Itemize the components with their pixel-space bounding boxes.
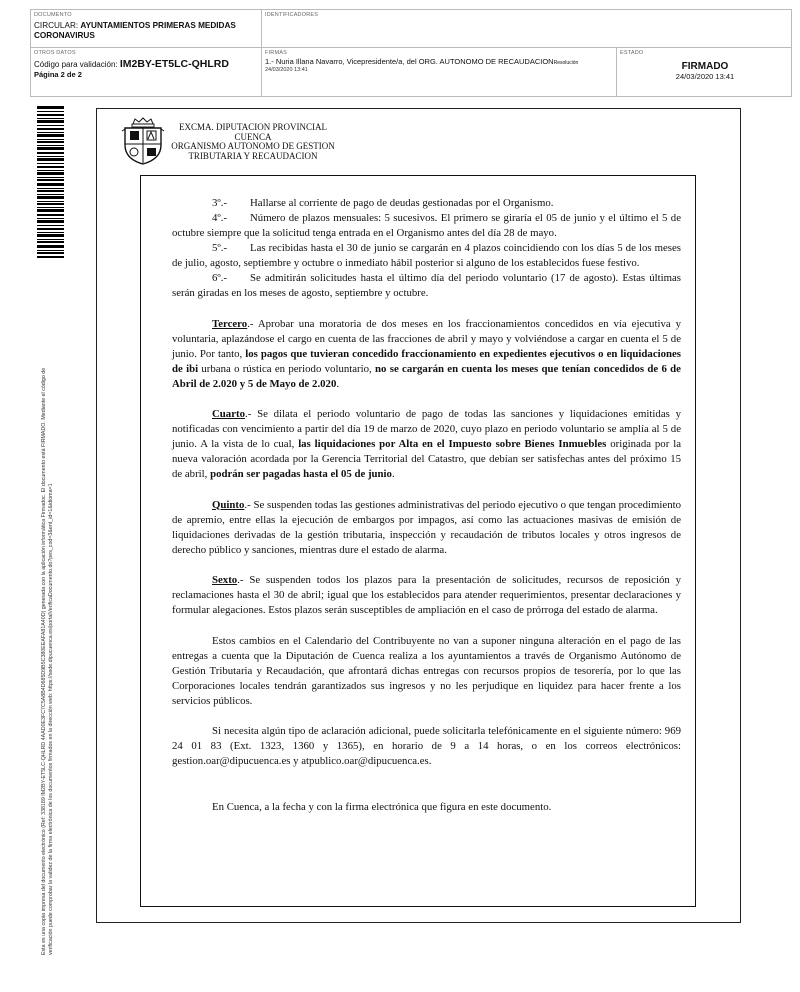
status-date: 24/03/2020 13:41 (675, 72, 735, 81)
item-number: 3º.- (212, 197, 228, 209)
validation-label: Código para validación: (34, 60, 118, 69)
bold-text: las liquidaciones por Alta en el Impuesto sobre Bienes Inmuebles (298, 438, 607, 450)
document-title-prefix: CIRCULAR: (34, 21, 81, 30)
paragraph-text: .- Se dilata el periodo voluntario de pago de todas las sanciones y liquidaciones emitidas y notificadas con vencimiento a partir del día 19 de marzo de 2020, cuyo plazo en periodo voluntario se amplía al 5 de junio. A la vista de lo cual, (172, 408, 681, 450)
section-heading: Tercero (212, 317, 248, 330)
paragraph-text: .- Se suspenden todos los plazos para la presentación de solicitudes, recursos de reposición y reclamaciones hasta el 30 de abril; igual que los establecidos para atender requerimientos, presentar declaraciones y formular alegaciones. Estos plazos serán susceptibles de ampliación en el caso de prórroga del estado de alarma. (172, 574, 681, 616)
verification-side-text (41, 255, 55, 955)
item-text: Número de plazos mensuales: 5 sucesivos. El primero se giraría el 05 de junio y el último el 5 de octubre siempre que la solicitud tenga entrada en el Organismo antes del día 28 de mayo. (172, 212, 681, 239)
letterhead (163, 123, 343, 161)
otros-datos-label: OTROS DATOS (34, 50, 76, 56)
side-text-line-2: verificación puede comprobar la validez de la firma electrónica de los documentos firmados en la dirección web: https://sede.dipucuenca.es/portalVerificaDocumento.do?pes_cod=3&ent_id=1&idioma=1 (48, 483, 54, 955)
signature-entry (265, 58, 613, 67)
item-text: Hallarse al corriente de pago de deudas gestionadas por el Organismo. (250, 197, 554, 209)
paragraph-text: .- Se suspenden todas las gestiones administrativas del periodo ejecutivo o que tengan procedimiento de apremio, entre ellas la ejecución de embargos por impagos, así como las actuaciones masivas de emisión de liquidaciones derivadas de la gestión tributaria, inspección y recaudación de tributos locales y otros ingresos de derecho público y sanciones, mientras dure el estado de alarma. (172, 498, 681, 556)
estado-cell (620, 50, 790, 81)
signature-date: 24/03/2020 13:41 (265, 67, 308, 73)
barcode-icon (37, 106, 64, 258)
paragraph-text: . (336, 377, 340, 390)
closing-line: En Cuenca, a la fecha y con la firma electrónica que figura en este documento. (212, 801, 552, 813)
item-text: Se admitirán solicitudes hasta el último día del periodo voluntario (17 de agosto). Estas últimas serán giradas en los meses de agosto, septiembre y octubre. (172, 272, 681, 299)
coat-of-arms-icon (121, 117, 165, 165)
section-heading: Cuarto (212, 408, 245, 420)
paragraph-text: .- Aprobar una moratoria de dos meses en los fraccionamientos concedidos en vía ejecutiva y voluntaria, aplazándose el cargo en cuenta de las fracciones de abril y mayo y volviéndose a cargar en cuenta el 5 de junio. Por tanto, (172, 317, 681, 360)
letterhead-line-3: ORGANISMO AUTONOMO DE GESTION (171, 141, 335, 151)
paragraph-text: . (391, 468, 395, 480)
paragraph-cuarto (172, 407, 681, 482)
documento-cell (34, 12, 259, 40)
estado-label: ESTADO (620, 50, 644, 56)
validation-code-line (34, 59, 259, 70)
validation-code: IM2BY-ET5LC-QHLRD (119, 58, 229, 70)
firmas-cell (265, 50, 613, 73)
document-title (34, 21, 259, 40)
bold-text: podrán ser pagadas hasta el 05 de junio (210, 468, 392, 480)
paragraph-quinto (172, 498, 681, 558)
side-text-line-1: Esta es una copia impresa del documento electrónico (Ref: 338189 IM2BY-ET5LC-QHLRD 4AAD0E3FC7C5A8B4D685D9B5C380EEAFA81A40D) generada con la aplicación informática Firmadoc. El documento está FIRMADO. Mediante el código de (41, 367, 47, 955)
paragraph-tercero (172, 317, 681, 392)
item-number: 6º.- (212, 272, 228, 284)
letterhead-line-4: TRIBUTARIA Y RECAUDACION (188, 150, 318, 161)
document-title-main: AYUNTAMIENTOS PRIMERAS MEDIDAS CORONAVIRUS (34, 21, 236, 40)
signature-name: 1.- Nuria Illana Navarro, Vicepresidente/a, del ORG. AUTONOMO DE RECAUDACION (265, 57, 554, 66)
paragraph-text: urbana o rústica en periodo voluntario, (198, 362, 376, 375)
firmas-label: FIRMAS (265, 50, 287, 56)
letterhead-line-1: EXCMA. DIPUTACION PROVINCIAL (178, 122, 328, 132)
otros-datos-cell (34, 50, 259, 79)
letterhead-line-2: CUENCA (234, 131, 272, 142)
document-body (172, 196, 681, 815)
item-number: 5º.- (212, 242, 228, 254)
identificadores-cell (265, 12, 318, 18)
section-heading: Sexto (212, 574, 238, 586)
paragraph-6 (172, 271, 681, 301)
item-number: 4º.- (212, 212, 228, 224)
identificadores-label: IDENTIFICADORES (265, 12, 319, 18)
paragraph-cambios: Estos cambios en el Calendario del Contribuyente no van a suponer ninguna alteración en el pago de las entregas a cuenta que la Diputación de Cuenca realiza a los ayuntamientos a través de Organismo Autónomo de Gestión Tributaria y Recaudación, que afrontará dichas entregas con recursos propios de tesorería, por lo que las Corporaciones locales tendrán garantizados sus ingresos y no les perjudique en liquidez para hacer frente a los servicios públicos. (172, 634, 681, 707)
document-header (30, 9, 792, 97)
paragraph-4 (172, 211, 681, 241)
bold-text: no se cargarán en cuenta los meses que tenían concedidos de 6 de Abril de 2.020 y 5 de Mayo de 2.020 (172, 362, 681, 390)
paragraph-aclaracion: Si necesita algún tipo de aclaración adicional, puede solicitarla telefónicamente en el siguiente número: 969 24 01 83 (Ext. 1323, 1360 y 1365), en horario de 9 a 14 horas, o en los correos electrónicos: gestion.oar@dipucuenca.es y atpublico.oar@dipucuenca.es. (172, 725, 681, 767)
signature-suffix: Resolución (553, 60, 579, 66)
paragraph-5 (172, 241, 681, 271)
section-heading: Quinto (212, 498, 245, 511)
paragraph-sexto (172, 573, 681, 618)
page-number: Página 2 de 2 (34, 70, 82, 79)
documento-label: DOCUMENTO (34, 12, 72, 18)
status-value: FIRMADO (681, 61, 729, 72)
paragraph-3 (172, 196, 681, 211)
bold-text: los pagos que tuvieran concedido fraccionamiento en expedientes ejecutivos o en liquidaciones de ibi (172, 347, 682, 375)
paragraph-text: originada por la nueva valoración acordada por la Gerencia Territorial del Catastro, que debían ser satisfechas antes del próximo 15 de abril, (172, 438, 681, 480)
item-text: Las recibidas hasta el 30 de junio se cargarán en 4 plazos coincidiendo con los días 5 de los meses de julio, agosto, septiembre y octubre o inmediato hábil posterior si alguno de los establecidos fuese festivo. (172, 242, 681, 269)
